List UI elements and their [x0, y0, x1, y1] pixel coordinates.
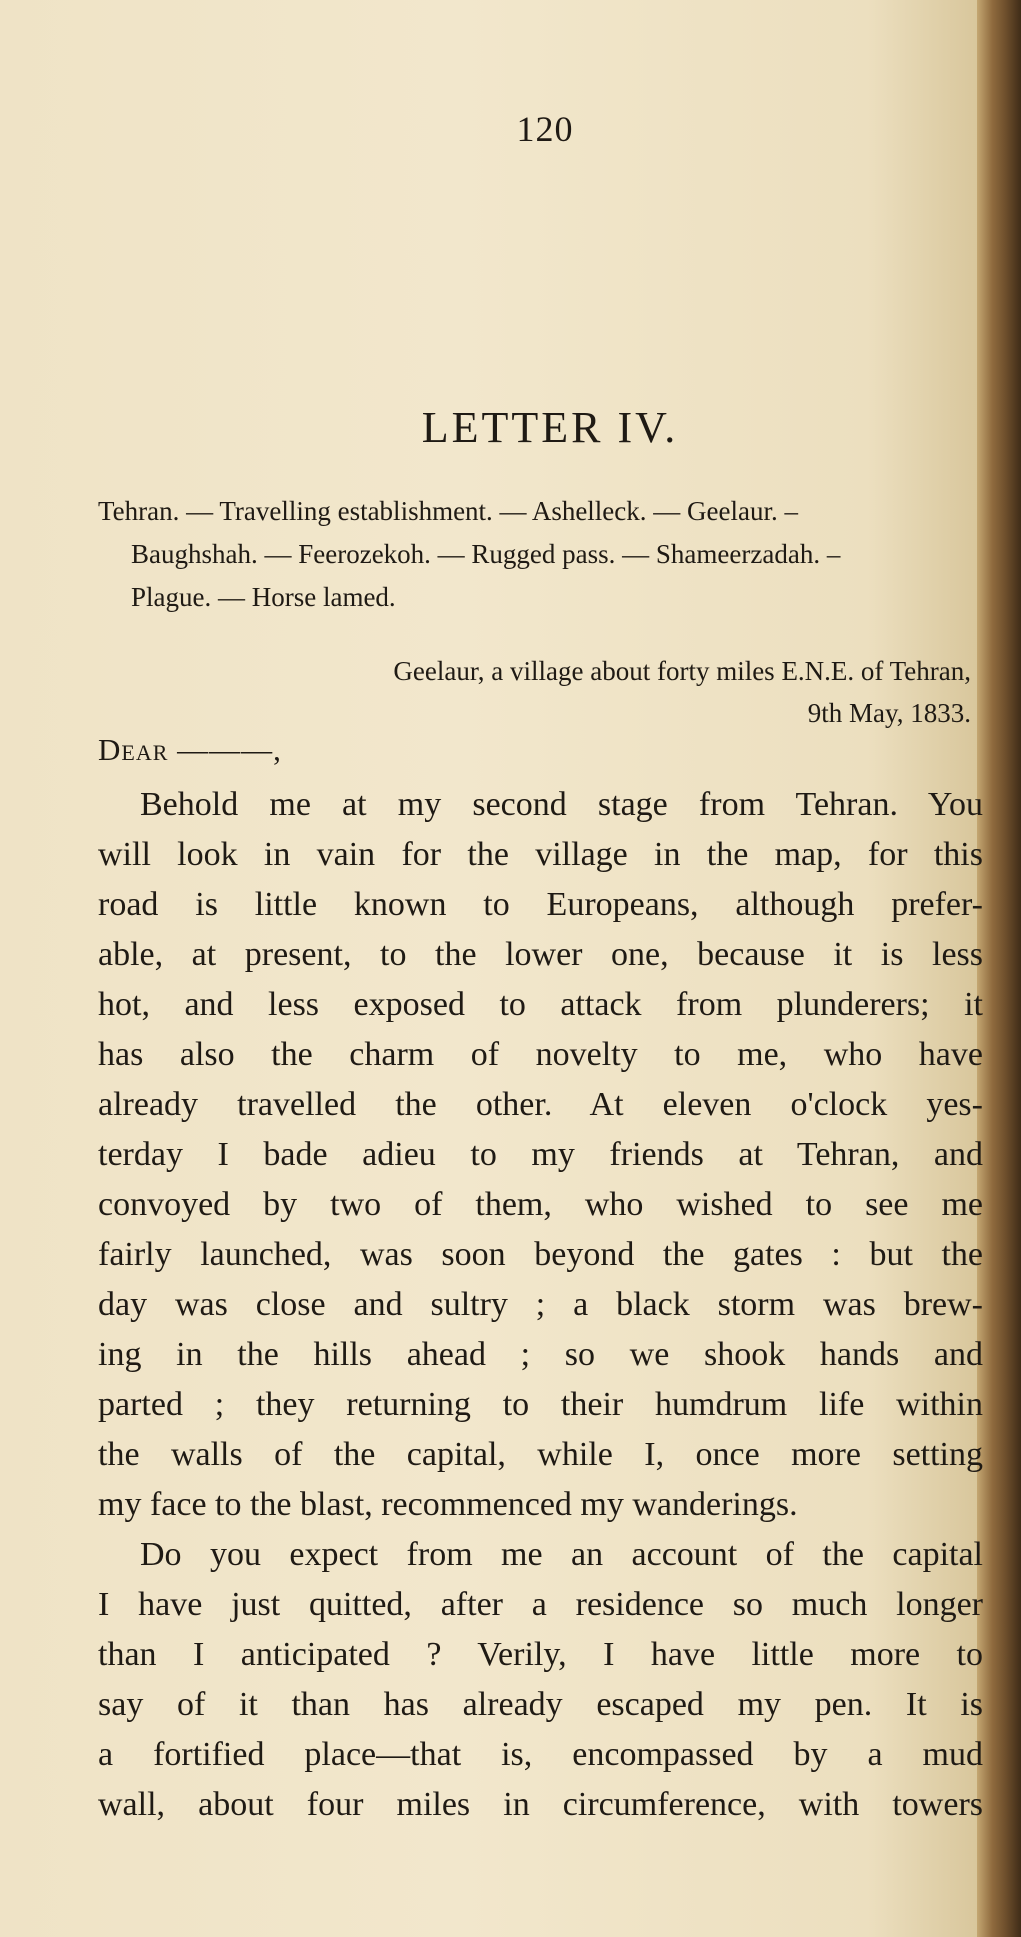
text-line: road is little known to Europeans, although prefer- — [98, 886, 983, 923]
text-line: wall, about four miles in circumference, with towers — [98, 1786, 983, 1823]
text-line: terday I bade adieu to my friends at Tehran, and — [98, 1136, 983, 1173]
text-line: ing in the hills ahead ; so we shook hands and — [98, 1336, 983, 1373]
text-line: able, at present, to the lower one, because it is less — [98, 936, 983, 973]
paragraph — [98, 1530, 983, 1830]
dateline — [393, 650, 971, 734]
text-line: than I anticipated ? Verily, I have little more to — [98, 1636, 983, 1673]
text-line: say of it than has already escaped my pen. It is — [98, 1686, 983, 1723]
summary-line: Baughshah. — Feerozekoh. — Rugged pass. — Shameerzadah. – — [131, 539, 841, 569]
dateline-place: Geelaur, a village about forty miles E.N.E. of Tehran, — [393, 656, 971, 686]
letter-body — [98, 780, 983, 1830]
text-line: fairly launched, was soon beyond the gates : but the — [98, 1236, 983, 1273]
summary-line: Tehran. — Travelling establishment. — Ashelleck. — Geelaur. – — [98, 496, 798, 526]
text-line: has also the charm of novelty to me, who have — [98, 1036, 983, 1073]
text-line: day was close and sultry ; a black storm was brew- — [98, 1286, 983, 1323]
chapter-title: LETTER IV. — [421, 403, 679, 452]
text-line: already travelled the other. At eleven o'clock yes- — [98, 1086, 983, 1123]
salutation: Dear ———, — [98, 732, 282, 767]
text-line: Do you expect from me an account of the capital — [140, 1536, 983, 1573]
dateline-date: 9th May, 1833. — [807, 698, 971, 728]
text-line: a fortified place—that is, encompassed by a mud — [98, 1736, 983, 1773]
text-line: I have just quitted, after a residence so much longer — [98, 1586, 983, 1623]
page-number: 120 — [516, 109, 574, 149]
text-line: my face to the blast, recommenced my wanderings. — [98, 1486, 798, 1523]
text-line: parted ; they returning to their humdrum life within — [98, 1386, 983, 1423]
summary-line: Plague. — Horse lamed. — [131, 582, 396, 612]
text-line: convoyed by two of them, who wished to see me — [98, 1186, 983, 1223]
chapter-summary — [98, 490, 978, 619]
page-binding-edge — [977, 0, 1021, 1937]
text-line: Behold me at my second stage from Tehran. You — [140, 786, 983, 823]
text-line: will look in vain for the village in the map, for this — [98, 836, 983, 873]
text-line: hot, and less exposed to attack from plunderers; it — [98, 986, 983, 1023]
text-line: the walls of the capital, while I, once more setting — [98, 1436, 983, 1473]
paragraph — [98, 780, 983, 1530]
